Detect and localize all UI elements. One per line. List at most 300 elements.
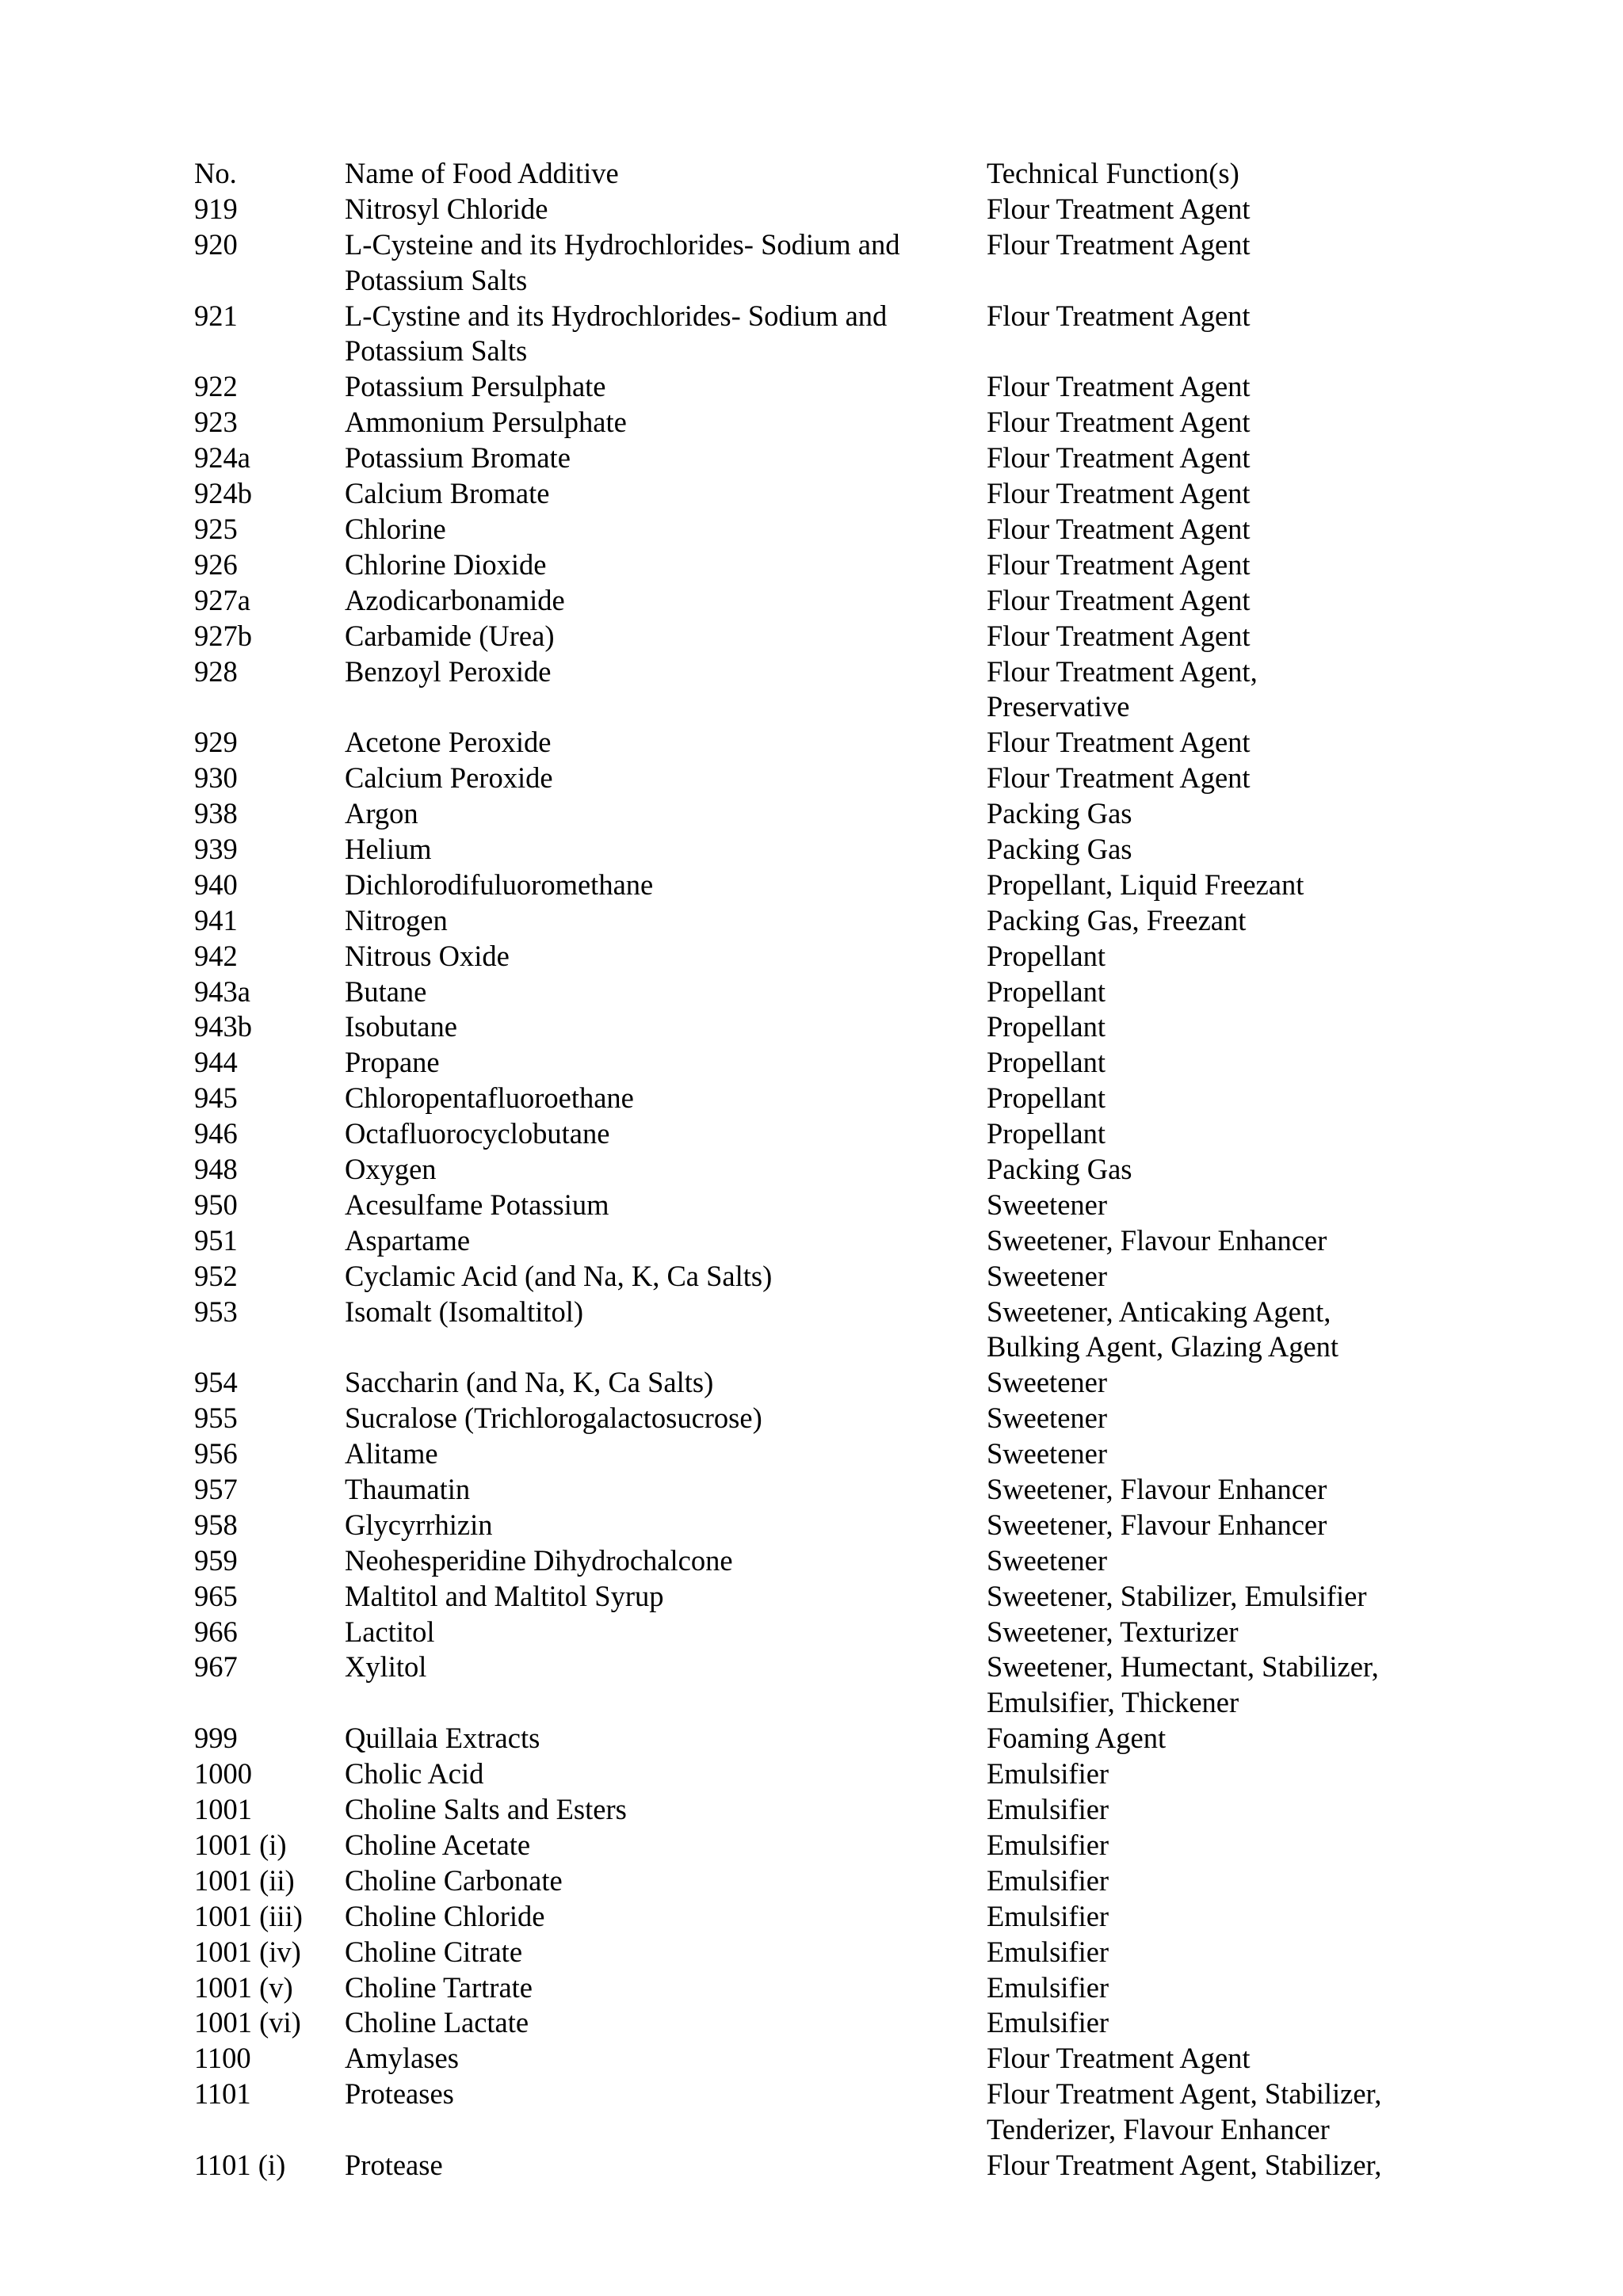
additive-name xyxy=(345,1259,971,1295)
additive-name-line: Xylitol xyxy=(345,1650,427,1684)
additive-number: 946 xyxy=(194,1117,238,1150)
additive-number: 929 xyxy=(194,726,238,759)
additive-name-line: Isomalt (Isomaltitol) xyxy=(345,1295,584,1328)
additive-name xyxy=(345,903,971,939)
technical-function-line: Propellant, Liquid Freezant xyxy=(987,868,1304,901)
additive-name xyxy=(345,1899,971,1935)
technical-function xyxy=(987,441,1462,476)
additive-number: 924b xyxy=(194,477,252,510)
technical-function xyxy=(987,796,1462,832)
additive-number: 922 xyxy=(194,370,238,403)
additive-name-line: Choline Carbonate xyxy=(345,1863,563,1897)
technical-function-line: Emulsifier xyxy=(987,1935,1109,1968)
additive-name xyxy=(345,619,971,654)
additive-number: 953 xyxy=(194,1295,238,1328)
additive-name xyxy=(345,192,971,227)
technical-function-line: Sweetener, Humectant, Stabilizer, xyxy=(987,1650,1379,1684)
technical-function xyxy=(987,1472,1462,1508)
technical-function-line: Flour Treatment Agent xyxy=(987,441,1251,475)
additive-number: 1001 (ii) xyxy=(194,1863,295,1897)
additive-name-line: Neohesperidine Dihydrochalcone xyxy=(345,1543,733,1577)
additive-number: 944 xyxy=(194,1046,238,1079)
additive-name xyxy=(345,1650,971,1685)
technical-function xyxy=(987,1792,1462,1828)
technical-function xyxy=(987,1295,1462,1366)
additive-name-line: Argon xyxy=(345,797,418,830)
additive-name-line: Sucralose (Trichlorogalactosucrose) xyxy=(345,1402,762,1435)
additive-name-line: Choline Chloride xyxy=(345,1899,545,1932)
additive-name-line: Chlorine xyxy=(345,512,446,545)
table-row xyxy=(194,1935,1462,1970)
table-row xyxy=(194,299,1462,370)
technical-function xyxy=(987,619,1462,654)
additive-number: 958 xyxy=(194,1508,238,1541)
additive-number: 1001 xyxy=(194,1793,252,1826)
technical-function-line: Packing Gas xyxy=(987,832,1132,865)
additive-name-line: Alitame xyxy=(345,1437,438,1470)
additive-number: 938 xyxy=(194,797,238,830)
table-row xyxy=(194,1223,1462,1259)
technical-function-line: Sweetener xyxy=(987,1437,1108,1470)
table-row xyxy=(194,1401,1462,1436)
technical-function-line: Flour Treatment Agent xyxy=(987,619,1251,652)
technical-function-line: Emulsifier xyxy=(987,1970,1109,2004)
technical-function-line: Sweetener xyxy=(987,1543,1108,1577)
additive-name xyxy=(345,2041,971,2077)
table-row xyxy=(194,725,1462,761)
table-row xyxy=(194,1792,1462,1828)
additive-number: 951 xyxy=(194,1223,238,1257)
additive-name xyxy=(345,939,971,974)
table-row xyxy=(194,476,1462,512)
table-row xyxy=(194,2041,1462,2077)
table-row xyxy=(194,2077,1462,2148)
technical-function xyxy=(987,1579,1462,1615)
additive-name xyxy=(345,2077,971,2112)
technical-function-line: Emulsifier xyxy=(987,2006,1109,2039)
technical-function xyxy=(987,299,1462,334)
technical-function xyxy=(987,1152,1462,1188)
technical-function xyxy=(987,974,1462,1010)
table-row xyxy=(194,1863,1462,1899)
additive-name-line: Acesulfame Potassium xyxy=(345,1188,609,1221)
technical-function xyxy=(987,1259,1462,1295)
technical-function-line: Flour Treatment Agent xyxy=(987,227,1251,261)
additive-number: 921 xyxy=(194,299,238,332)
header-no: No. xyxy=(194,157,237,189)
technical-function xyxy=(987,1223,1462,1259)
additive-name-line: Choline Salts and Esters xyxy=(345,1793,627,1826)
table-row xyxy=(194,761,1462,796)
technical-function xyxy=(987,761,1462,796)
technical-function-line: Flour Treatment Agent xyxy=(987,192,1251,225)
additive-name xyxy=(345,868,971,903)
table-row xyxy=(194,547,1462,583)
table-row xyxy=(194,1508,1462,1543)
additive-number: 1001 (i) xyxy=(194,1828,287,1861)
additive-name-line: Calcium Bromate xyxy=(345,477,550,510)
additive-name xyxy=(345,1970,971,2006)
technical-function-line: Emulsifier xyxy=(987,1899,1109,1932)
additive-number: 1101 xyxy=(194,2077,251,2111)
additive-name-line: Oxygen xyxy=(345,1152,437,1185)
technical-function-line: Packing Gas, Freezant xyxy=(987,903,1247,936)
additive-name-line: Ammonium Persulphate xyxy=(345,406,627,439)
technical-function-line: Propellant xyxy=(987,974,1106,1008)
technical-function xyxy=(987,1188,1462,1223)
additive-name xyxy=(345,1863,971,1899)
technical-function xyxy=(987,1721,1462,1756)
additive-name xyxy=(345,796,971,832)
technical-function-line: Emulsifier, Thickener xyxy=(987,1686,1239,1719)
additive-name-line: Nitrosyl Chloride xyxy=(345,192,548,225)
technical-function xyxy=(987,583,1462,619)
table-row xyxy=(194,939,1462,974)
table-row xyxy=(194,1152,1462,1188)
additive-name-line: Isobutane xyxy=(345,1010,457,1043)
technical-function-line: Flour Treatment Agent xyxy=(987,583,1251,616)
additive-name-line: Choline Acetate xyxy=(345,1828,531,1861)
table-row xyxy=(194,1472,1462,1508)
additive-name-line: Benzoyl Peroxide xyxy=(345,654,552,688)
additive-name xyxy=(345,2148,971,2183)
table-row xyxy=(194,1116,1462,1152)
additive-number: 1100 xyxy=(194,2042,251,2075)
technical-function-line: Flour Treatment Agent, xyxy=(987,654,1258,688)
table-row xyxy=(194,1543,1462,1579)
technical-function xyxy=(987,939,1462,974)
additive-name-line: Propane xyxy=(345,1046,440,1079)
table-row xyxy=(194,1899,1462,1935)
table-row xyxy=(194,1188,1462,1223)
additive-number: 1000 xyxy=(194,1757,252,1791)
technical-function-line: Flour Treatment Agent xyxy=(987,547,1251,581)
technical-function-line: Propellant xyxy=(987,1010,1106,1043)
technical-function xyxy=(987,1116,1462,1152)
table-row xyxy=(194,1579,1462,1615)
technical-function-line: Flour Treatment Agent, Stabilizer, xyxy=(987,2148,1382,2181)
additive-name xyxy=(345,1472,971,1508)
additive-number: 1001 (iii) xyxy=(194,1899,303,1932)
technical-function-line: Packing Gas xyxy=(987,1152,1132,1185)
food-additive-table xyxy=(194,156,1462,2183)
additive-name xyxy=(345,1223,971,1259)
additive-number: 955 xyxy=(194,1402,238,1435)
table-row xyxy=(194,192,1462,227)
additive-name xyxy=(345,1615,971,1650)
additive-number: 943a xyxy=(194,974,250,1008)
additive-number: 967 xyxy=(194,1650,238,1684)
additive-name-line: Lactitol xyxy=(345,1615,435,1648)
technical-function xyxy=(987,1970,1462,2006)
additive-name xyxy=(345,1116,971,1152)
technical-function-line: Tenderizer, Flavour Enhancer xyxy=(987,2113,1330,2146)
technical-function-line: Emulsifier xyxy=(987,1757,1109,1791)
additive-name-line: Acetone Peroxide xyxy=(345,726,552,759)
additive-name-line: Proteases xyxy=(345,2077,454,2111)
table-row xyxy=(194,1721,1462,1756)
technical-function xyxy=(987,868,1462,903)
table-row xyxy=(194,1615,1462,1650)
additive-name-line: Dichlorodifuluoromethane xyxy=(345,868,654,901)
table-row xyxy=(194,974,1462,1010)
additive-name xyxy=(345,1045,971,1081)
additive-number: 919 xyxy=(194,192,238,225)
table-row xyxy=(194,227,1462,299)
additive-name xyxy=(345,1401,971,1436)
additive-name xyxy=(345,974,971,1010)
additive-name-line: Cyclamic Acid (and Na, K, Ca Salts) xyxy=(345,1259,773,1292)
technical-function-line: Emulsifier xyxy=(987,1793,1109,1826)
additive-name-line: Choline Citrate xyxy=(345,1935,523,1968)
table-row xyxy=(194,1650,1462,1721)
additive-name-line: Helium xyxy=(345,832,432,865)
additive-name-line: Cholic Acid xyxy=(345,1757,484,1791)
additive-name xyxy=(345,547,971,583)
additive-number: 950 xyxy=(194,1188,238,1221)
technical-function-line: Packing Gas xyxy=(987,797,1132,830)
technical-function xyxy=(987,192,1462,227)
additive-name xyxy=(345,1792,971,1828)
header-name: Name of Food Additive xyxy=(345,157,619,189)
technical-function xyxy=(987,1543,1462,1579)
additive-name-line: Calcium Peroxide xyxy=(345,761,553,795)
technical-function-line: Propellant xyxy=(987,1117,1106,1150)
technical-function-line: Flour Treatment Agent, Stabilizer, xyxy=(987,2077,1382,2111)
additive-name xyxy=(345,654,971,690)
technical-function xyxy=(987,1756,1462,1792)
technical-function-line: Sweetener, Flavour Enhancer xyxy=(987,1508,1327,1541)
additive-number: 1001 (iv) xyxy=(194,1935,301,1968)
additive-number: 1001 (v) xyxy=(194,1970,293,2004)
additive-number: 1101 (i) xyxy=(194,2148,286,2181)
technical-function xyxy=(987,1401,1462,1436)
additive-name xyxy=(345,1365,971,1401)
technical-function xyxy=(987,1615,1462,1650)
technical-function-line: Sweetener xyxy=(987,1259,1108,1292)
technical-function-line: Flour Treatment Agent xyxy=(987,512,1251,545)
additive-name xyxy=(345,1295,971,1330)
additive-name xyxy=(345,512,971,547)
technical-function xyxy=(987,1436,1462,1472)
table-row xyxy=(194,512,1462,547)
additive-number: 927b xyxy=(194,619,252,652)
additive-number: 927a xyxy=(194,583,250,616)
table-row xyxy=(194,832,1462,868)
additive-name xyxy=(345,1152,971,1188)
additive-name xyxy=(345,725,971,761)
table-row xyxy=(194,1828,1462,1863)
additive-number: 957 xyxy=(194,1473,238,1506)
table-row xyxy=(194,1259,1462,1295)
additive-name-line: Saccharin (and Na, K, Ca Salts) xyxy=(345,1366,714,1399)
table-row xyxy=(194,654,1462,726)
technical-function-line: Sweetener, Texturizer xyxy=(987,1615,1239,1648)
additive-name-line: Choline Tartrate xyxy=(345,1970,533,2004)
additive-number: 941 xyxy=(194,903,238,936)
table-row xyxy=(194,1295,1462,1366)
table-row xyxy=(194,1009,1462,1045)
technical-function xyxy=(987,547,1462,583)
table-row xyxy=(194,1756,1462,1792)
additive-name-line: Potassium Salts xyxy=(345,334,528,368)
table-row xyxy=(194,369,1462,405)
technical-function-line: Flour Treatment Agent xyxy=(987,299,1251,332)
additive-name xyxy=(345,1009,971,1045)
technical-function-line: Bulking Agent, Glazing Agent xyxy=(987,1330,1339,1363)
additive-name-line: Amylases xyxy=(345,2042,459,2075)
additive-number: 954 xyxy=(194,1366,238,1399)
additive-name-line: Butane xyxy=(345,974,427,1008)
technical-function xyxy=(987,1650,1462,1721)
additive-number: 945 xyxy=(194,1081,238,1115)
additive-number: 943b xyxy=(194,1010,252,1043)
additive-number: 956 xyxy=(194,1437,238,1470)
additive-name-line: L-Cystine and its Hydrochlorides- Sodium and xyxy=(345,299,888,332)
additive-name-line: Maltitol and Maltitol Syrup xyxy=(345,1579,664,1612)
table-row xyxy=(194,1436,1462,1472)
additive-number: 926 xyxy=(194,547,238,581)
additive-name xyxy=(345,1543,971,1579)
table-row xyxy=(194,583,1462,619)
technical-function xyxy=(987,654,1462,726)
technical-function-line: Propellant xyxy=(987,939,1106,972)
additive-name xyxy=(345,1436,971,1472)
table-row xyxy=(194,868,1462,903)
additive-name xyxy=(345,1935,971,1970)
technical-function-line: Sweetener, Flavour Enhancer xyxy=(987,1473,1327,1506)
additive-number: 930 xyxy=(194,761,238,795)
table-header-row xyxy=(194,156,1462,192)
additive-number: 959 xyxy=(194,1543,238,1577)
technical-function xyxy=(987,1045,1462,1081)
additive-name-line: Potassium Salts xyxy=(345,263,528,296)
additive-name xyxy=(345,1081,971,1116)
additive-name-line: Chloropentafluoroethane xyxy=(345,1081,634,1115)
additive-number: 940 xyxy=(194,868,238,901)
additive-number: 928 xyxy=(194,654,238,688)
technical-function xyxy=(987,1899,1462,1935)
additive-number: 966 xyxy=(194,1615,238,1648)
additive-name-line: Carbamide (Urea) xyxy=(345,619,555,652)
technical-function-line: Sweetener, Flavour Enhancer xyxy=(987,1223,1327,1257)
additive-name xyxy=(345,583,971,619)
technical-function xyxy=(987,405,1462,441)
table-row xyxy=(194,796,1462,832)
technical-function xyxy=(987,1935,1462,1970)
additive-name xyxy=(345,1579,971,1615)
table-row xyxy=(194,1365,1462,1401)
technical-function xyxy=(987,1365,1462,1401)
technical-function-line: Propellant xyxy=(987,1046,1106,1079)
technical-function xyxy=(987,2041,1462,2077)
additive-name xyxy=(345,227,971,299)
table-row xyxy=(194,1970,1462,2006)
technical-function-line: Sweetener xyxy=(987,1402,1108,1435)
technical-function-line: Sweetener xyxy=(987,1366,1108,1399)
technical-function-line: Foaming Agent xyxy=(987,1722,1167,1755)
table-row xyxy=(194,2148,1462,2183)
additive-name xyxy=(345,369,971,405)
additive-name xyxy=(345,2005,971,2041)
technical-function xyxy=(987,1009,1462,1045)
table-row xyxy=(194,619,1462,654)
additive-name-line: Quillaia Extracts xyxy=(345,1722,540,1755)
technical-function-line: Flour Treatment Agent xyxy=(987,406,1251,439)
technical-function xyxy=(987,476,1462,512)
technical-function-line: Emulsifier xyxy=(987,1828,1109,1861)
technical-function-line: Sweetener, Stabilizer, Emulsifier xyxy=(987,1579,1367,1612)
additive-name-line: Nitrogen xyxy=(345,903,448,936)
additive-name xyxy=(345,1188,971,1223)
technical-function xyxy=(987,2077,1462,2148)
additive-name xyxy=(345,761,971,796)
additive-name xyxy=(345,1828,971,1863)
technical-function-line: Preservative xyxy=(987,690,1130,723)
technical-function-line: Emulsifier xyxy=(987,1863,1109,1897)
additive-name-line: Potassium Bromate xyxy=(345,441,571,475)
additive-name xyxy=(345,1756,971,1792)
additive-number: 942 xyxy=(194,939,238,972)
technical-function-line: Sweetener xyxy=(987,1188,1108,1221)
additive-name xyxy=(345,299,971,370)
technical-function xyxy=(987,2005,1462,2041)
technical-function-line: Flour Treatment Agent xyxy=(987,370,1251,403)
additive-number: 952 xyxy=(194,1259,238,1292)
additive-number: 948 xyxy=(194,1152,238,1185)
technical-function-line: Flour Treatment Agent xyxy=(987,477,1251,510)
technical-function xyxy=(987,1863,1462,1899)
table-row xyxy=(194,405,1462,441)
technical-function xyxy=(987,227,1462,263)
technical-function xyxy=(987,725,1462,761)
technical-function xyxy=(987,512,1462,547)
additive-number: 925 xyxy=(194,512,238,545)
additive-name xyxy=(345,1508,971,1543)
additive-name xyxy=(345,405,971,441)
technical-function-line: Sweetener, Anticaking Agent, xyxy=(987,1295,1331,1328)
technical-function-line: Propellant xyxy=(987,1081,1106,1115)
additive-name-line: Thaumatin xyxy=(345,1473,471,1506)
table-row xyxy=(194,1045,1462,1081)
table-row xyxy=(194,903,1462,939)
additive-name xyxy=(345,832,971,868)
additive-number: 924a xyxy=(194,441,250,475)
table-row xyxy=(194,2005,1462,2041)
table-row xyxy=(194,441,1462,476)
table-row xyxy=(194,1081,1462,1116)
additive-number: 1001 (vi) xyxy=(194,2006,301,2039)
header-function: Technical Function(s) xyxy=(987,157,1239,189)
technical-function-line: Flour Treatment Agent xyxy=(987,2042,1251,2075)
technical-function xyxy=(987,832,1462,868)
additive-name xyxy=(345,441,971,476)
technical-function xyxy=(987,2148,1462,2183)
additive-name-line: Azodicarbonamide xyxy=(345,583,565,616)
additive-number: 939 xyxy=(194,832,238,865)
additive-name xyxy=(345,476,971,512)
additive-name-line: Potassium Persulphate xyxy=(345,370,606,403)
technical-function xyxy=(987,903,1462,939)
additive-name-line: L-Cysteine and its Hydrochlorides- Sodium and xyxy=(345,227,900,261)
additive-name-line: Octafluorocyclobutane xyxy=(345,1117,610,1150)
technical-function xyxy=(987,1508,1462,1543)
additive-name-line: Protease xyxy=(345,2148,443,2181)
additive-number: 920 xyxy=(194,227,238,261)
additive-name-line: Nitrous Oxide xyxy=(345,939,510,972)
additive-name-line: Choline Lactate xyxy=(345,2006,529,2039)
additive-number: 923 xyxy=(194,406,238,439)
